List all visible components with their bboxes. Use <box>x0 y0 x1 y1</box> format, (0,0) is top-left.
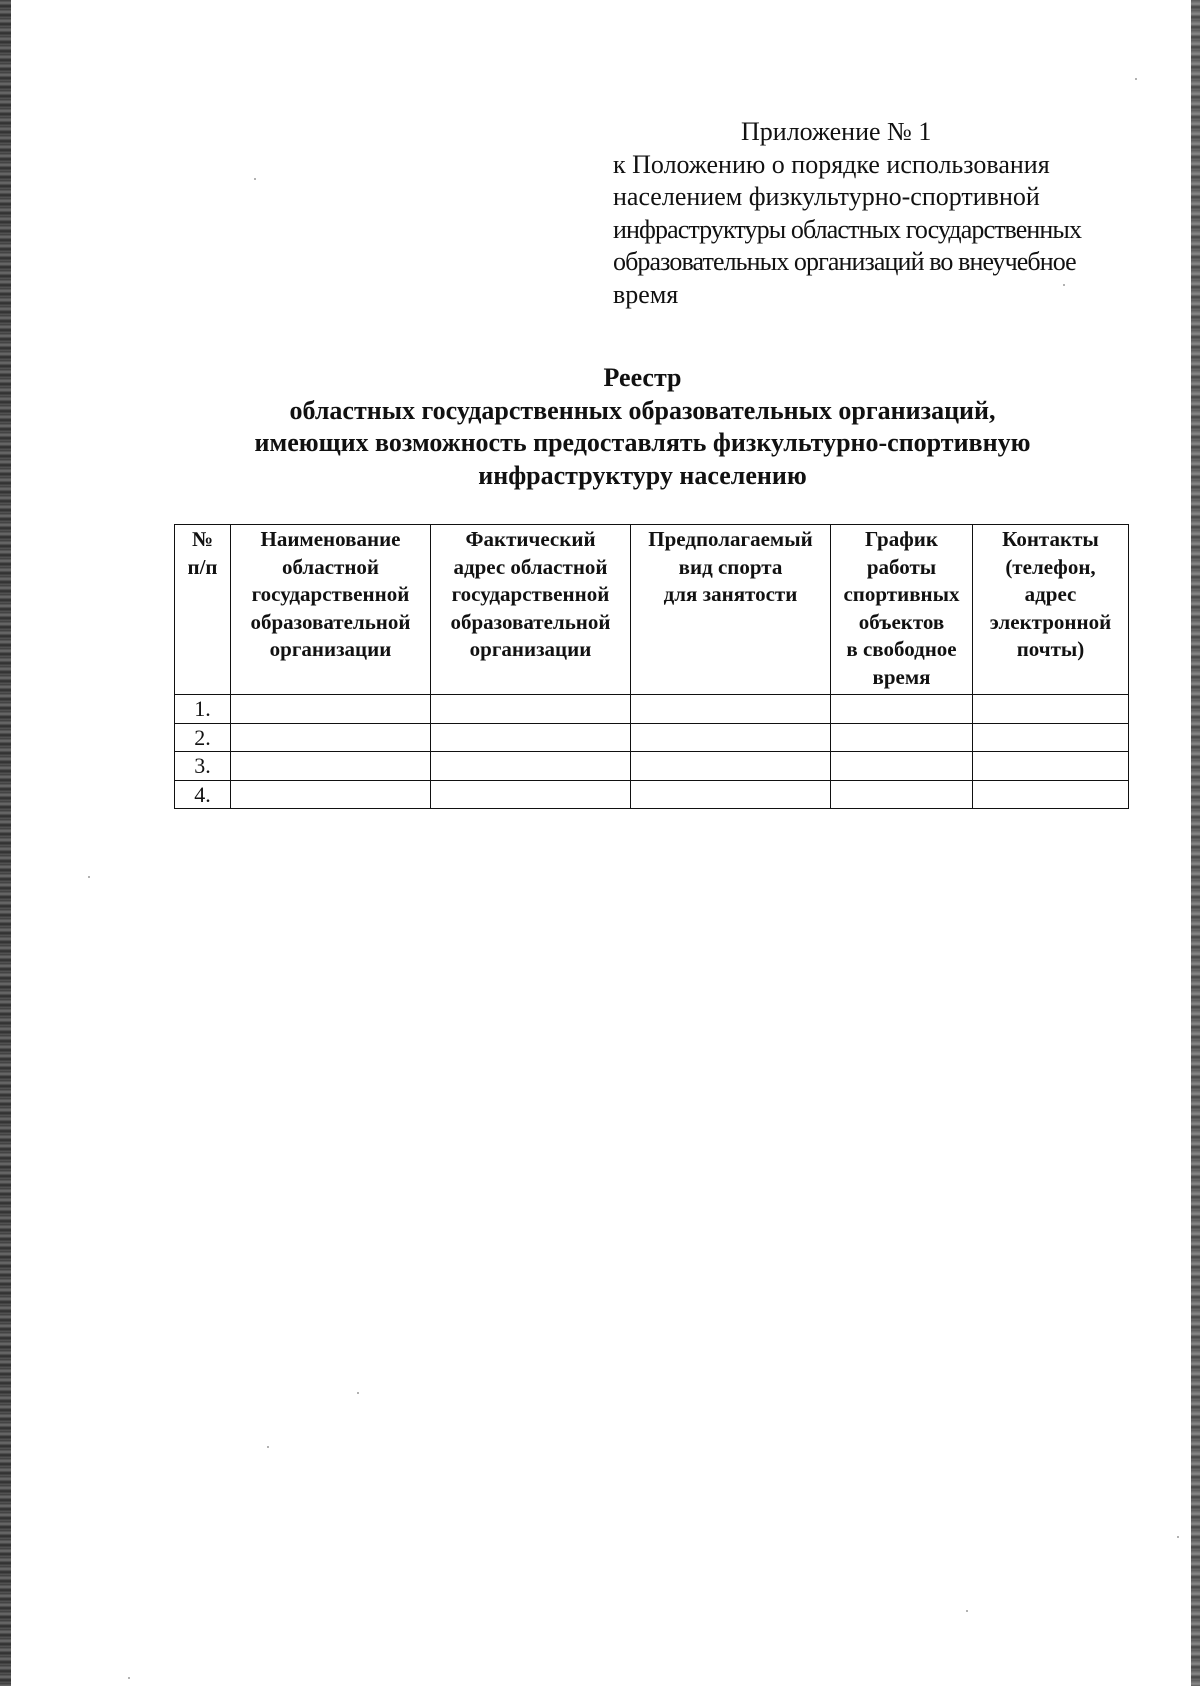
scan-speck <box>966 1610 968 1612</box>
header-text: областной <box>281 554 380 579</box>
header-text: Предполагаемый <box>648 527 813 551</box>
table-cell-number: 3. <box>175 752 231 781</box>
header-text: в свободное <box>846 637 957 661</box>
table-cell <box>431 752 631 781</box>
scan-speck <box>254 178 256 180</box>
header-text: электронной <box>989 609 1112 634</box>
header-text: № <box>191 527 214 551</box>
header-number <box>175 525 231 695</box>
header-text: для занятости <box>663 582 798 606</box>
scan-speck <box>128 1677 130 1679</box>
header-text: государственной <box>251 582 410 606</box>
table-cell <box>831 780 973 809</box>
header-text: образовательной <box>450 609 611 634</box>
table-cell <box>431 780 631 809</box>
table-cell-number: 2. <box>175 723 231 752</box>
registry-title-line: инфраструктуру населению <box>478 460 807 490</box>
appendix-title: Приложение № 1 <box>741 117 932 146</box>
header-text: время <box>872 664 931 689</box>
table-cell <box>973 723 1129 752</box>
table-header-row <box>175 525 1129 695</box>
registry-title-line: Реестр <box>603 363 682 392</box>
header-organization-name <box>231 525 431 695</box>
table-cell <box>831 752 973 781</box>
header-text: (телефон, <box>1005 554 1096 579</box>
scan-speck <box>267 1446 269 1448</box>
table-cell <box>973 752 1129 781</box>
table-row <box>175 695 1129 724</box>
registry-title-line: имеющих возможность предоставлять физкультурно-спортивную <box>254 428 1031 457</box>
header-sport-type <box>631 525 831 695</box>
table-cell <box>973 780 1129 809</box>
header-text: График <box>865 527 938 551</box>
table-cell <box>231 695 431 724</box>
header-text: работы <box>866 554 937 579</box>
scan-speck <box>357 1392 359 1394</box>
scan-speck <box>88 876 90 878</box>
scan-speck <box>1177 1536 1179 1538</box>
header-text: образовательной <box>250 609 411 634</box>
header-text: почты) <box>1016 637 1085 661</box>
appendix-line: населением физкультурно-спортивной <box>613 182 1040 211</box>
table-cell <box>973 695 1129 724</box>
table-cell <box>431 723 631 752</box>
table-cell <box>231 780 431 809</box>
scan-speck <box>1135 78 1137 80</box>
header-text: Наименование <box>260 527 401 551</box>
header-text: п/п <box>187 554 218 579</box>
table-cell <box>231 723 431 752</box>
table-cell <box>631 695 831 724</box>
header-text: Контакты <box>1002 527 1099 551</box>
table-cell-number: 4. <box>175 780 231 809</box>
header-text: спортивных <box>843 582 960 606</box>
table-cell <box>631 780 831 809</box>
header-contacts <box>973 525 1129 695</box>
registry-title-line: областных государственных образовательных организаций, <box>289 395 996 425</box>
table-cell <box>831 723 973 752</box>
registry-title <box>150 362 1135 492</box>
table-cell-number: 1. <box>175 695 231 724</box>
scan-edge-right <box>1191 0 1200 1686</box>
appendix-line: образовательных организаций во внеучебное <box>613 247 1076 276</box>
header-text: адрес областной <box>453 554 608 579</box>
header-text: Фактический <box>465 527 596 551</box>
header-text: государственной <box>451 582 610 606</box>
header-text: вид спорта <box>678 554 783 579</box>
table-cell <box>631 752 831 781</box>
table-cell <box>431 695 631 724</box>
table-row <box>175 752 1129 781</box>
header-actual-address <box>431 525 631 695</box>
header-text: адрес <box>1024 582 1077 606</box>
table-row <box>175 723 1129 752</box>
appendix-line: инфраструктуры областных государственных <box>613 214 1082 244</box>
appendix-header <box>613 116 1133 311</box>
header-schedule <box>831 525 973 695</box>
table-cell <box>831 695 973 724</box>
appendix-line: время <box>613 279 679 309</box>
table-cell <box>631 723 831 752</box>
header-text: организации <box>469 637 592 661</box>
scan-edge-left <box>0 0 11 1686</box>
appendix-line: к Положению о порядке использования <box>613 149 1050 179</box>
registry-table <box>174 524 1129 809</box>
header-text: объектов <box>858 609 945 634</box>
header-text: организации <box>269 637 392 661</box>
table-row <box>175 780 1129 809</box>
table-cell <box>231 752 431 781</box>
